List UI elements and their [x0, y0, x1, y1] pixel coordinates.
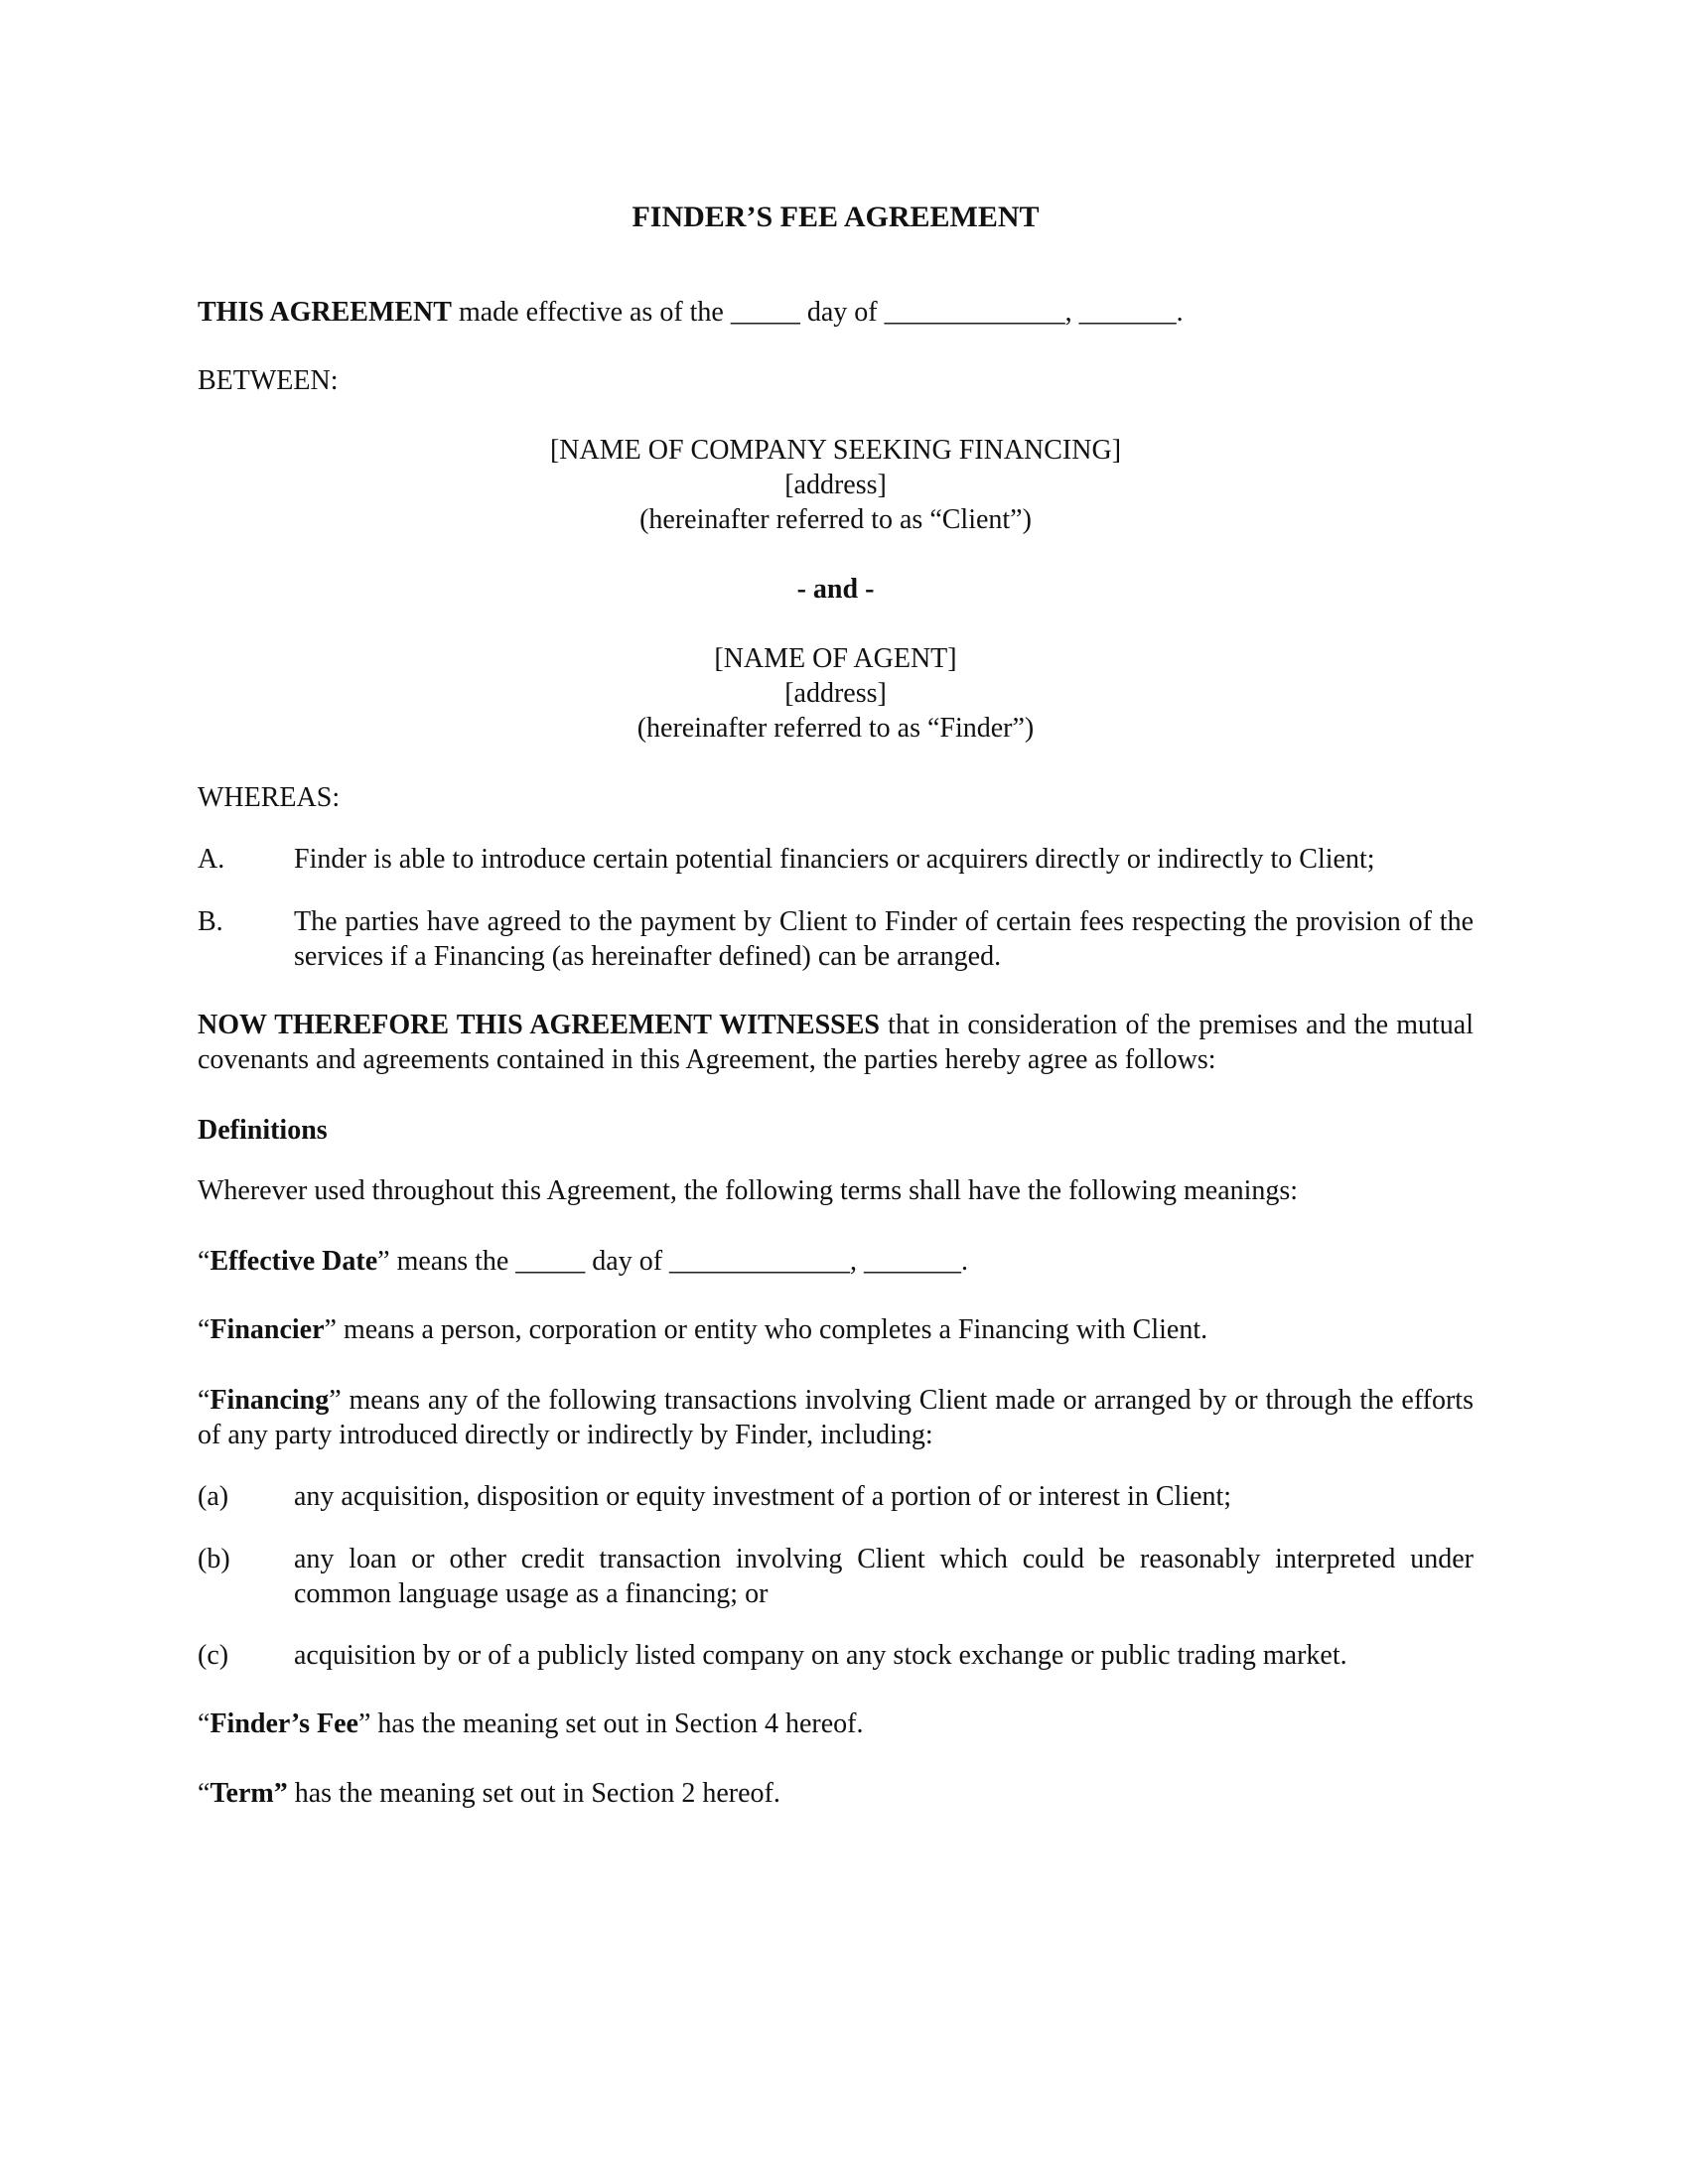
item-label: (b) — [198, 1544, 230, 1574]
definition-text: has the meaning set out in Section 4 hereof. — [370, 1708, 864, 1739]
definition-finders-fee — [198, 1706, 1474, 1741]
recital-label: B. — [198, 906, 223, 937]
quote: “ — [198, 1778, 211, 1809]
item-text: acquisition by or of a publicly listed company on any stock exchange or public trading market. — [294, 1640, 1347, 1671]
witnesses-text: that in consideration of the premises and the mutual covenants and agreements contained in this Agreement, the parties hereby agree as follows: — [198, 1010, 1474, 1075]
finder-block — [198, 641, 1474, 746]
recital-a — [198, 842, 1474, 877]
quote: “ — [198, 1708, 211, 1739]
definition-term: Financing — [210, 1385, 330, 1416]
definitions-heading: Definitions — [198, 1115, 328, 1146]
recital-label: A. — [198, 844, 225, 875]
intro-text: made effective as of the _____ day of _____________, _______. — [451, 297, 1184, 328]
definition-financier — [198, 1312, 1474, 1347]
definitions-intro: Wherever used throughout this Agreement, the following terms shall have the following meanings: — [198, 1175, 1299, 1206]
client-block — [198, 433, 1474, 537]
whereas-label: WHEREAS: — [198, 782, 341, 813]
quote: “ — [198, 1385, 211, 1416]
witnesses-bold: NOW THEREFORE THIS AGREEMENT WITNESSES — [198, 1010, 880, 1040]
definition-term-def — [198, 1776, 1474, 1811]
and-separator: - and - — [796, 574, 875, 605]
quote: “ — [198, 1314, 211, 1345]
definition-text: means a person, corporation or entity who completes a Financing with Client. — [336, 1314, 1208, 1345]
intro-paragraph — [198, 295, 1474, 330]
client-ref: (hereinafter referred to as “Client”) — [639, 504, 1032, 535]
financing-item-a — [198, 1479, 1474, 1514]
recital-text: Finder is able to introduce certain potential financiers or acquirers directly or indirectly to Client; — [294, 844, 1375, 875]
item-text: any acquisition, disposition or equity investment of a portion of or interest in Client; — [294, 1481, 1232, 1512]
finder-address: [address] — [784, 678, 887, 709]
item-label: (a) — [198, 1481, 229, 1512]
item-text: any loan or other credit transaction involving Client which could be reasonably interpreted under common language usage as a financing; or — [294, 1544, 1474, 1609]
definition-term: Term” — [210, 1778, 288, 1809]
finder-name: [NAME OF AGENT] — [714, 643, 957, 674]
finder-ref: (hereinafter referred to as “Finder”) — [636, 713, 1035, 744]
quote: “ — [198, 1246, 211, 1277]
definition-text: means any of the following transactions involving Client made or arranged by or through the efforts of any party introduced directly or indirectly by Finder, including: — [198, 1385, 1474, 1450]
intro-bold: THIS AGREEMENT — [198, 297, 452, 328]
document-title: FINDER’S FEE AGREEMENT — [632, 201, 1040, 233]
definition-effective-date — [198, 1244, 1474, 1279]
recital-b — [198, 904, 1474, 974]
definition-term: Finder’s Fee — [210, 1708, 358, 1739]
between-label: BETWEEN: — [198, 365, 339, 396]
quote: ” — [357, 1708, 371, 1739]
witnesses-paragraph — [198, 1008, 1474, 1077]
definition-term: Financier — [210, 1314, 325, 1345]
financing-item-c — [198, 1638, 1474, 1673]
definition-text: means the _____ day of _____________, _______. — [389, 1246, 969, 1277]
quote: ” — [324, 1314, 337, 1345]
quote: ” — [377, 1246, 390, 1277]
financing-item-b — [198, 1542, 1474, 1611]
quote: ” — [329, 1385, 342, 1416]
definition-term: Effective Date — [210, 1246, 378, 1277]
recital-text: The parties have agreed to the payment by Client to Finder of certain fees respecting the provision of the services if a Financing (as hereinafter defined) can be arranged. — [294, 906, 1474, 972]
item-label: (c) — [198, 1640, 229, 1671]
definition-text: has the meaning set out in Section 2 hereof. — [287, 1778, 780, 1809]
definition-financing — [198, 1383, 1474, 1452]
client-name: [NAME OF COMPANY SEEKING FINANCING] — [549, 435, 1122, 466]
client-address: [address] — [784, 470, 887, 500]
